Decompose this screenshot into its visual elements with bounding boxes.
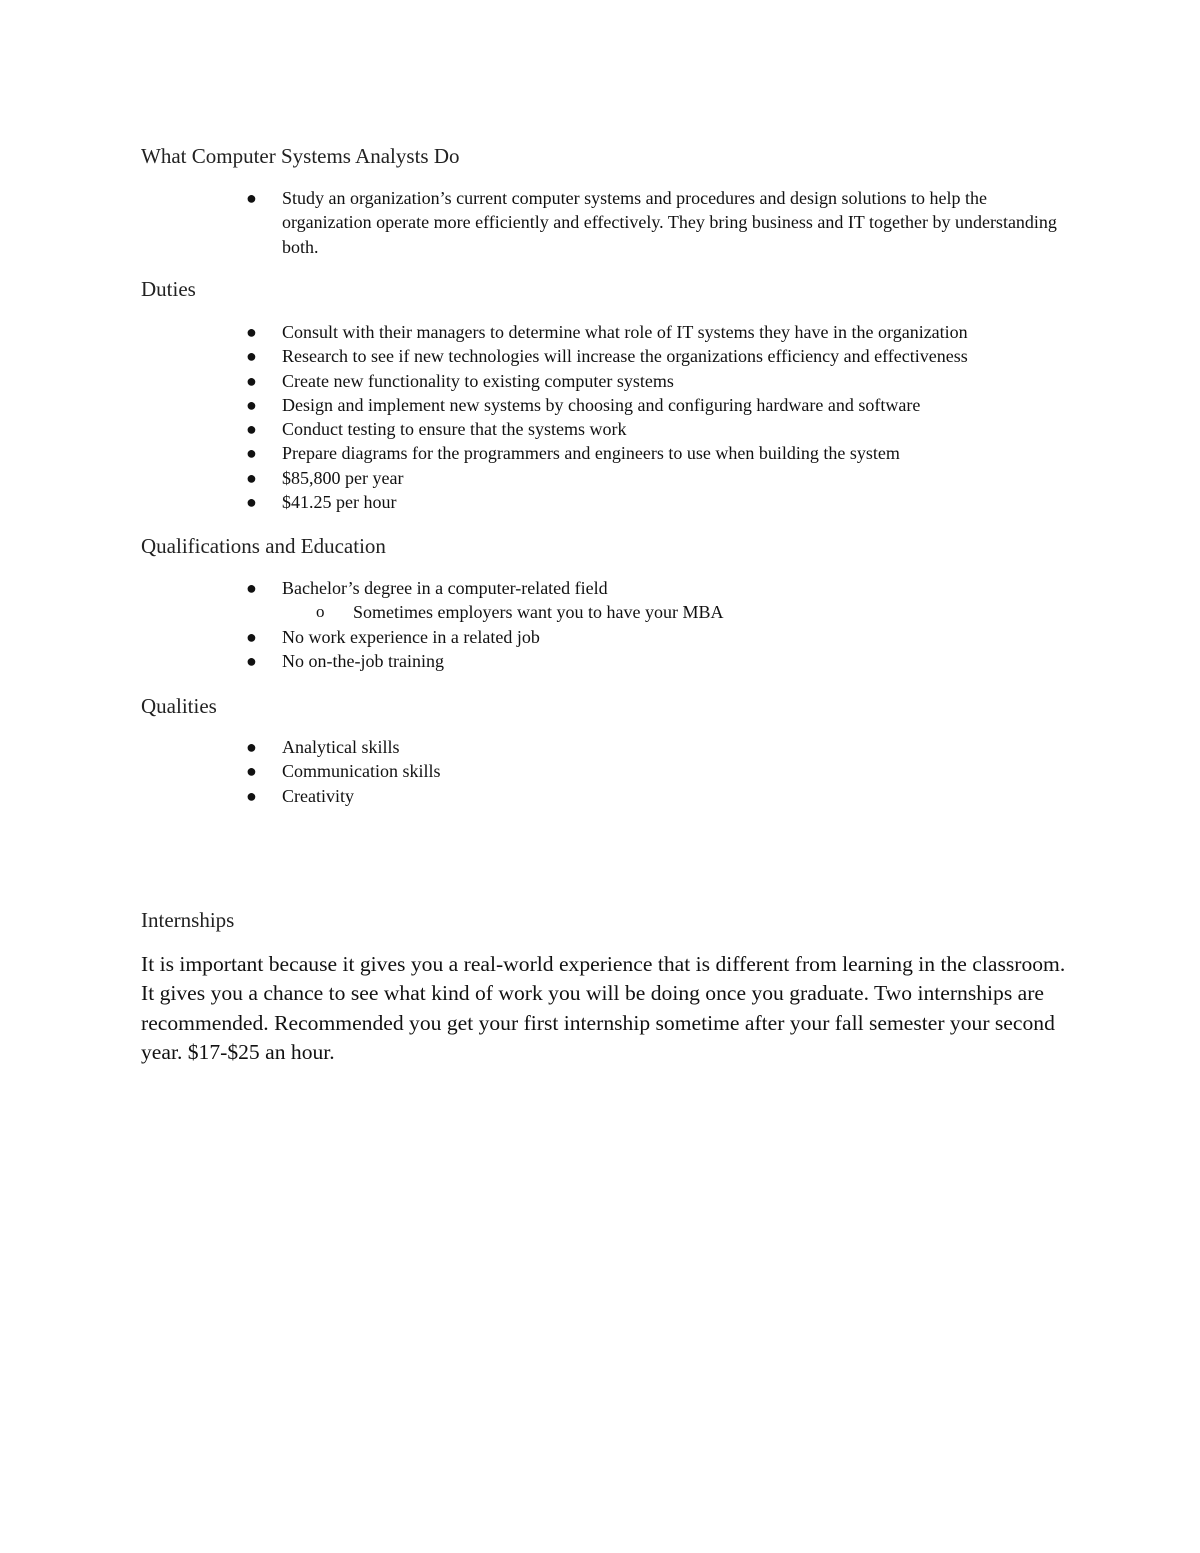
heading-qualities: Qualities: [141, 694, 217, 718]
list-item: ● Consult with their managers to determine what role of IT systems they have in the organization: [0, 320, 1062, 344]
list-item: ● Study an organization’s current computer systems and procedures and design solutions to help the organization operate more efficiently and effectively. They bring business and IT together by understanding both.: [246, 188, 1057, 257]
qualities-list: [0, 735, 1200, 808]
bullet-icon: ●: [246, 322, 257, 342]
sub-list-item: o Sometimes employers want you to have your MBA: [0, 600, 1053, 624]
bullet-icon: ●: [246, 737, 257, 757]
sub-bullet-icon: o: [316, 602, 325, 622]
list-item: ● Research to see if new technologies will increase the organizations efficiency and effectiveness: [0, 344, 1062, 368]
list-item: ● Design and implement new systems by choosing and configuring hardware and software: [0, 393, 1062, 417]
duties-list: [0, 320, 1200, 514]
qualifications-list: [0, 576, 1200, 673]
bullet-icon: ●: [246, 188, 257, 208]
internships-paragraph: It is important because it gives you a real-world experience that is different from learning in the classroom. It gives you a chance to see what kind of work you will be doing once you graduate. Two internships are recommended. Recommended you get your first internship sometime after your fall semester your second year. $17-$25 an hour.: [141, 952, 1066, 1064]
bullet-icon: ●: [246, 394, 257, 415]
list-item: ● Analytical skills: [0, 735, 1062, 759]
list-item: ● Conduct testing to ensure that the systems work: [0, 417, 1062, 441]
bullet-icon: ●: [246, 761, 257, 782]
bullet-icon: ●: [246, 346, 257, 367]
bullet-icon: ●: [246, 785, 257, 806]
bullet-icon: ●: [246, 419, 257, 440]
bullet-icon: ●: [246, 370, 257, 391]
list-item: ● No on-the-job training: [0, 649, 1062, 673]
list-item: ● $85,800 per year: [0, 466, 1062, 490]
heading-internships: Internships: [141, 908, 235, 932]
bullet-icon: ●: [246, 626, 257, 647]
list-item: ● Prepare diagrams for the programmers and engineers to use when building the system: [0, 441, 1062, 465]
heading-qualifications: Qualifications and Education: [141, 534, 386, 558]
bullet-icon: ●: [246, 492, 257, 513]
what-do-list: [0, 186, 1200, 259]
bullet-icon: ●: [246, 467, 257, 488]
list-item: ● $41.25 per hour: [0, 490, 1062, 514]
list-item: ● Creativity: [0, 784, 1062, 808]
list-item: ● Communication skills: [0, 759, 1062, 783]
list-item: ● Bachelor’s degree in a computer-related field: [0, 576, 1062, 600]
bullet-icon: ●: [246, 650, 257, 671]
heading-duties: Duties: [141, 277, 196, 301]
bullet-icon: ●: [246, 578, 257, 598]
heading-what-analysts-do: What Computer Systems Analysts Do: [141, 144, 460, 168]
bullet-icon: ●: [246, 443, 257, 464]
list-item: ● Create new functionality to existing computer systems: [0, 369, 1062, 393]
list-item: ● No work experience in a related job: [0, 625, 1062, 649]
